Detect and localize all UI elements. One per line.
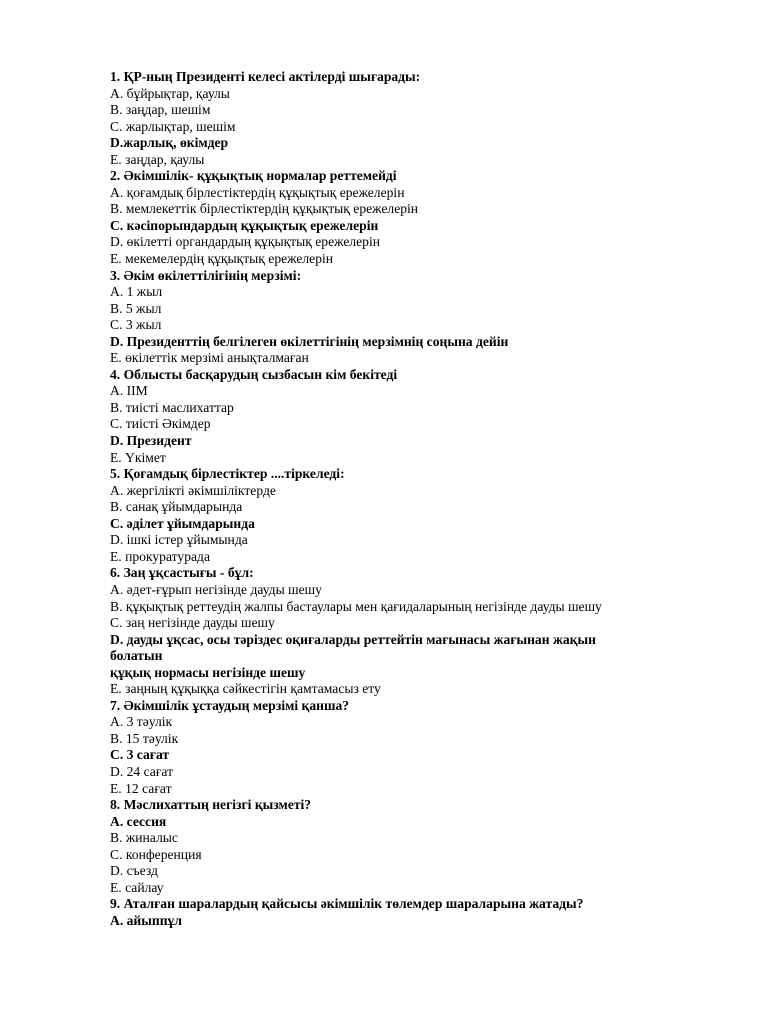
document-page [110, 69, 750, 929]
text-line: В. санақ ұйымдарында [110, 499, 243, 515]
text-line: С. 3 жыл [110, 317, 162, 333]
bold-text-line: құқық нормасы негізінде шешу [110, 664, 306, 680]
text-line: А. қоғамдық бірлестіктердің құқықтық ережелерін [110, 184, 405, 200]
text-line: В. жиналыс [110, 830, 178, 846]
bold-text-line: D.жарлық, өкімдер [110, 135, 229, 151]
text-line: Е. өкілеттік мерзімі анықталмаған [110, 350, 309, 366]
bold-text-line: А. айыппұл [110, 912, 182, 928]
text-line: Е. заңдар, қаулы [110, 151, 205, 167]
bold-text-line: 1. ҚР-ның Президенті келесі актілерді шығарады: [110, 69, 421, 84]
text-line: Е. мекемелердің құқықтық ережелерін [110, 251, 334, 267]
bold-text-line: 3. Әкім өкілеттілігінің мерзімі: [110, 267, 302, 283]
text-line: А. ІІМ [110, 383, 148, 399]
text-line: Е. 12 сағат [110, 780, 172, 796]
text-line: С. тиісті Әкімдер [110, 416, 211, 432]
text-line: D. өкілетті органдардың құқықтық ережелерін [110, 234, 381, 250]
text-line: D. съезд [110, 863, 158, 879]
bold-text-line: 6. Заң ұқсастығы - бұл: [110, 565, 254, 581]
bold-text-line: 8. Мәслихаттың негізгі қызметі? [110, 797, 312, 813]
text-line: В. құқықтық реттеудің жалпы бастаулары мен қағидаларының негізінде дауды шешу [110, 598, 602, 614]
bold-text-line: 7. Әкімшілік ұстаудың мерзімі қанша? [110, 697, 350, 713]
bold-text-line: 9. Аталған шаралардың қайсысы әкімшілік төлемдер шараларына жатады? [110, 896, 584, 912]
bold-text-line: D. дауды ұқсас, осы тәріздес оқиғаларды реттейтін мағынасы жағынан жақын [110, 631, 596, 647]
bold-text-line: D. Президент [110, 433, 192, 449]
bold-text-line: 4. Облысты басқарудың сызбасын кім бекітеді [110, 366, 398, 382]
text-line: D. 24 сағат [110, 763, 174, 779]
bold-text-line: 2. Әкімшілік- құқықтық нормалар реттемейді [110, 168, 397, 184]
bold-text-line: D. Президенттің белгілеген өкілеттігінің мерзімнің соңына дейін [110, 333, 509, 349]
text-line: С. жарлықтар, шешім [110, 118, 236, 134]
text-line: А. 1 жыл [110, 284, 163, 300]
text-line: А. әдет-ғұрып негізінде дауды шешу [110, 581, 322, 597]
text-line: В. тиісті маслихаттар [110, 399, 234, 415]
text-line: Е. прокуратурада [110, 548, 210, 564]
bold-text-line: 5. Қоғамдық бірлестіктер ....тіркеледі: [110, 466, 345, 482]
text-line: В. 5 жыл [110, 300, 162, 316]
bold-text-line: А. сессия [110, 813, 167, 829]
text-line: В. мемлекеттік бірлестіктердің құқықтық ережелерін [110, 201, 419, 217]
text-line: А. 3 тәулік [110, 714, 173, 730]
bold-text-line: С. әділет ұйымдарында [110, 515, 255, 531]
text-line: А. жергілікті әкімшіліктерде [110, 482, 276, 498]
text-line: В. 15 тәулік [110, 730, 179, 746]
text-line: В. заңдар, шешім [110, 102, 211, 118]
text-line: D. ішкі істер ұйымында [110, 532, 248, 548]
bold-text-line: С. кәсіпорындардың құқықтық ережелерін [110, 217, 379, 233]
text-line: Е. сайлау [110, 879, 164, 895]
bold-text-line: болатын [110, 648, 163, 664]
bold-text-line: С. 3 сағат [110, 747, 170, 763]
text-line: Е. Үкімет [110, 449, 166, 465]
text-line: А. бұйрықтар, қаулы [110, 85, 230, 101]
text-line: С. заң негізінде дауды шешу [110, 615, 275, 631]
text-line: С. конференция [110, 846, 202, 862]
text-line: Е. заңның құқыққа сәйкестігін қамтамасыз ету [110, 681, 381, 697]
